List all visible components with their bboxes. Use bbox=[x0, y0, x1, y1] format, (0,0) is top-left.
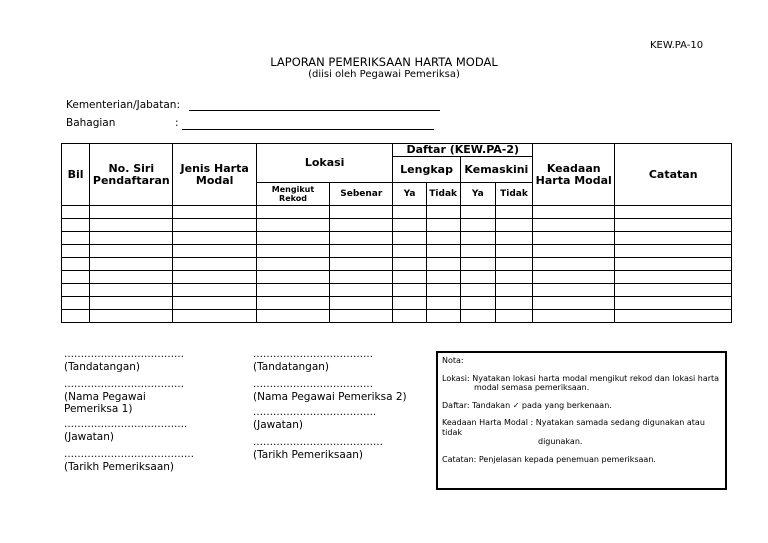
table-cell[interactable] bbox=[62, 297, 90, 310]
table-cell[interactable] bbox=[393, 206, 426, 219]
table-cell[interactable] bbox=[495, 310, 532, 323]
table-cell[interactable] bbox=[393, 232, 426, 245]
table-cell[interactable] bbox=[495, 284, 532, 297]
table-cell[interactable] bbox=[460, 245, 495, 258]
table-cell[interactable] bbox=[173, 271, 256, 284]
table-cell[interactable] bbox=[426, 310, 460, 323]
table-cell[interactable] bbox=[495, 271, 532, 284]
table-cell[interactable] bbox=[62, 271, 90, 284]
table-cell[interactable] bbox=[533, 219, 615, 232]
table-cell[interactable] bbox=[615, 258, 732, 271]
table-cell[interactable] bbox=[90, 232, 173, 245]
table-row bbox=[62, 310, 732, 323]
jawatan-label: (Jawatan) bbox=[64, 431, 114, 443]
nama-line[interactable]: ……………………………… bbox=[64, 379, 184, 390]
table-cell[interactable] bbox=[256, 297, 329, 310]
header-kemaskini: Kemaskini bbox=[460, 157, 532, 183]
table-cell[interactable] bbox=[173, 258, 256, 271]
nota-heading: Nota: bbox=[442, 356, 464, 365]
table-cell[interactable] bbox=[330, 245, 393, 258]
table-row bbox=[62, 245, 732, 258]
bahagian-label: Bahagian bbox=[66, 117, 116, 129]
table-cell[interactable] bbox=[62, 245, 90, 258]
kementerian-label: Kementerian/Jabatan: bbox=[66, 99, 180, 111]
table-cell[interactable] bbox=[62, 206, 90, 219]
header-bil: Bil bbox=[62, 144, 90, 206]
table-row bbox=[62, 297, 732, 310]
table-cell[interactable] bbox=[173, 245, 256, 258]
table-cell[interactable] bbox=[256, 258, 329, 271]
bahagian-colon: : bbox=[175, 117, 179, 129]
table-cell[interactable] bbox=[62, 219, 90, 232]
header-ya-lengkap: Ya bbox=[393, 183, 426, 206]
table-cell[interactable] bbox=[495, 258, 532, 271]
table-cell[interactable] bbox=[330, 258, 393, 271]
jawatan-line[interactable]: ………………………………. bbox=[64, 419, 188, 430]
table-cell[interactable] bbox=[256, 232, 329, 245]
table-cell[interactable] bbox=[615, 245, 732, 258]
bahagian-input-line[interactable] bbox=[182, 129, 434, 130]
table-row bbox=[62, 219, 732, 232]
table-cell[interactable] bbox=[330, 297, 393, 310]
header-jenis: Jenis Harta Modal bbox=[173, 144, 256, 206]
table-cell[interactable] bbox=[426, 258, 460, 271]
form-code: KEW.PA-10 bbox=[650, 40, 704, 51]
table-cell[interactable] bbox=[173, 297, 256, 310]
signature-block-1 bbox=[64, 350, 239, 473]
header-daftar: Daftar (KEW.PA-2) bbox=[393, 144, 533, 157]
table-cell[interactable] bbox=[615, 206, 732, 219]
table-cell[interactable] bbox=[330, 271, 393, 284]
header-lokasi: Lokasi bbox=[256, 144, 393, 183]
header-keadaan: Keadaan Harta Modal bbox=[533, 144, 615, 206]
table-cell[interactable] bbox=[393, 271, 426, 284]
table-row bbox=[62, 258, 732, 271]
table-row bbox=[62, 284, 732, 297]
header-tidak-lengkap: Tidak bbox=[426, 183, 460, 206]
table-cell[interactable] bbox=[460, 258, 495, 271]
table-cell[interactable] bbox=[426, 284, 460, 297]
signature-block-2 bbox=[253, 350, 428, 461]
table-cell[interactable] bbox=[330, 310, 393, 323]
table-cell[interactable] bbox=[495, 206, 532, 219]
table-cell[interactable] bbox=[460, 206, 495, 219]
tarikh-label: (Tarikh Pemeriksaan) bbox=[253, 449, 364, 461]
table-cell[interactable] bbox=[615, 284, 732, 297]
table-cell[interactable] bbox=[615, 219, 732, 232]
table-cell[interactable] bbox=[533, 232, 615, 245]
jawatan-label: (Jawatan) bbox=[253, 419, 303, 431]
table-cell[interactable] bbox=[615, 232, 732, 245]
table-cell[interactable] bbox=[90, 245, 173, 258]
table-cell[interactable] bbox=[393, 284, 426, 297]
header-lengkap: Lengkap bbox=[393, 157, 460, 183]
table-cell[interactable] bbox=[393, 258, 426, 271]
table-cell[interactable] bbox=[460, 284, 495, 297]
table-cell[interactable] bbox=[62, 258, 90, 271]
table-cell[interactable] bbox=[90, 271, 173, 284]
table-cell[interactable] bbox=[173, 232, 256, 245]
table-cell[interactable] bbox=[393, 245, 426, 258]
table-cell[interactable] bbox=[90, 284, 173, 297]
table-cell[interactable] bbox=[460, 310, 495, 323]
table-cell[interactable] bbox=[426, 219, 460, 232]
table-cell[interactable] bbox=[460, 271, 495, 284]
table-cell[interactable] bbox=[533, 258, 615, 271]
nota-keadaan: Keadaan Harta Modal : Nyatakan samada sedang digunakan atau tidak bbox=[442, 418, 705, 437]
tarikh-line[interactable]: ………………………………… bbox=[64, 449, 194, 460]
table-cell[interactable] bbox=[495, 232, 532, 245]
table-cell[interactable] bbox=[62, 284, 90, 297]
nama-line[interactable]: ……………………………… bbox=[253, 379, 373, 390]
table-cell[interactable] bbox=[393, 310, 426, 323]
tarikh-line[interactable]: ………………………………… bbox=[253, 437, 383, 448]
nota-lokasi-cont: modal semasa pemeriksaan. bbox=[474, 383, 590, 392]
table-cell[interactable] bbox=[495, 297, 532, 310]
table-cell[interactable] bbox=[615, 297, 732, 310]
nota-lokasi: Lokasi: Nyatakan lokasi harta modal mengikut rekod dan lokasi harta bbox=[442, 373, 720, 383]
table-cell[interactable] bbox=[62, 232, 90, 245]
table-cell[interactable] bbox=[256, 284, 329, 297]
table-cell[interactable] bbox=[615, 310, 732, 323]
table-cell[interactable] bbox=[533, 206, 615, 219]
table-row bbox=[62, 206, 732, 219]
table-cell[interactable] bbox=[460, 219, 495, 232]
table-cell[interactable] bbox=[460, 297, 495, 310]
signature-line[interactable]: ……………………………… bbox=[253, 349, 373, 360]
jawatan-line[interactable]: ………………………………. bbox=[253, 407, 377, 418]
table-cell[interactable] bbox=[256, 219, 329, 232]
table-cell[interactable] bbox=[426, 271, 460, 284]
table-cell[interactable] bbox=[426, 297, 460, 310]
nota-box bbox=[436, 351, 727, 490]
table-cell[interactable] bbox=[393, 297, 426, 310]
table-cell[interactable] bbox=[256, 206, 329, 219]
table-cell[interactable] bbox=[533, 310, 615, 323]
table-cell[interactable] bbox=[426, 245, 460, 258]
table-cell[interactable] bbox=[460, 232, 495, 245]
nota-keadaan-cont: digunakan. bbox=[538, 437, 583, 446]
header-tidak-kemaskini: Tidak bbox=[495, 183, 532, 206]
table-row bbox=[62, 271, 732, 284]
tandatangan-label: (Tandatangan) bbox=[64, 361, 141, 373]
table-row bbox=[62, 232, 732, 245]
table-cell[interactable] bbox=[173, 206, 256, 219]
signature-line[interactable]: ……………………………… bbox=[64, 349, 184, 360]
inspection-table bbox=[61, 143, 732, 323]
table-cell[interactable] bbox=[426, 232, 460, 245]
nama-label: (Nama Pegawai Pemeriksa 2) bbox=[253, 391, 407, 403]
table-cell[interactable] bbox=[90, 297, 173, 310]
table-cell[interactable] bbox=[533, 245, 615, 258]
table-cell[interactable] bbox=[90, 206, 173, 219]
table-cell[interactable] bbox=[330, 219, 393, 232]
header-sebenar: Sebenar bbox=[330, 183, 393, 206]
table-cell[interactable] bbox=[90, 219, 173, 232]
table-cell[interactable] bbox=[330, 232, 393, 245]
header-ya-kemaskini: Ya bbox=[460, 183, 495, 206]
tandatangan-label: (Tandatangan) bbox=[253, 361, 330, 373]
table-cell[interactable] bbox=[533, 284, 615, 297]
nama-label: (Nama Pegawai Pemeriksa 1) bbox=[64, 391, 146, 415]
kementerian-input-line[interactable] bbox=[189, 110, 440, 111]
table-cell[interactable] bbox=[330, 284, 393, 297]
table-cell[interactable] bbox=[90, 258, 173, 271]
table-cell[interactable] bbox=[495, 219, 532, 232]
table-cell[interactable] bbox=[90, 310, 173, 323]
tarikh-label: (Tarikh Pemeriksaan) bbox=[64, 461, 175, 473]
table-cell[interactable] bbox=[330, 206, 393, 219]
table-cell[interactable] bbox=[615, 271, 732, 284]
table-cell[interactable] bbox=[533, 271, 615, 284]
page-title: LAPORAN PEMERIKSAAN HARTA MODAL bbox=[270, 55, 498, 69]
table-cell[interactable] bbox=[62, 310, 90, 323]
page-subtitle: (diisi oleh Pegawai Pemeriksa) bbox=[308, 69, 460, 80]
nota-daftar: Daftar: Tandakan ✓ pada yang berkenaan. bbox=[442, 400, 612, 410]
table-cell[interactable] bbox=[426, 206, 460, 219]
table-cell[interactable] bbox=[256, 245, 329, 258]
table-cell[interactable] bbox=[256, 271, 329, 284]
header-mengikut-rekod: Mengikut Rekod bbox=[256, 183, 329, 206]
table-cell[interactable] bbox=[533, 297, 615, 310]
nota-catatan: Catatan: Penjelasan kepada penemuan pemeriksaan. bbox=[442, 454, 656, 464]
table-cell[interactable] bbox=[173, 284, 256, 297]
table-cell[interactable] bbox=[173, 219, 256, 232]
table-cell[interactable] bbox=[495, 245, 532, 258]
header-no-siri: No. Siri Pendaftaran bbox=[90, 144, 173, 206]
table-cell[interactable] bbox=[393, 219, 426, 232]
table-cell[interactable] bbox=[173, 310, 256, 323]
header-catatan: Catatan bbox=[615, 144, 732, 206]
table-cell[interactable] bbox=[256, 310, 329, 323]
